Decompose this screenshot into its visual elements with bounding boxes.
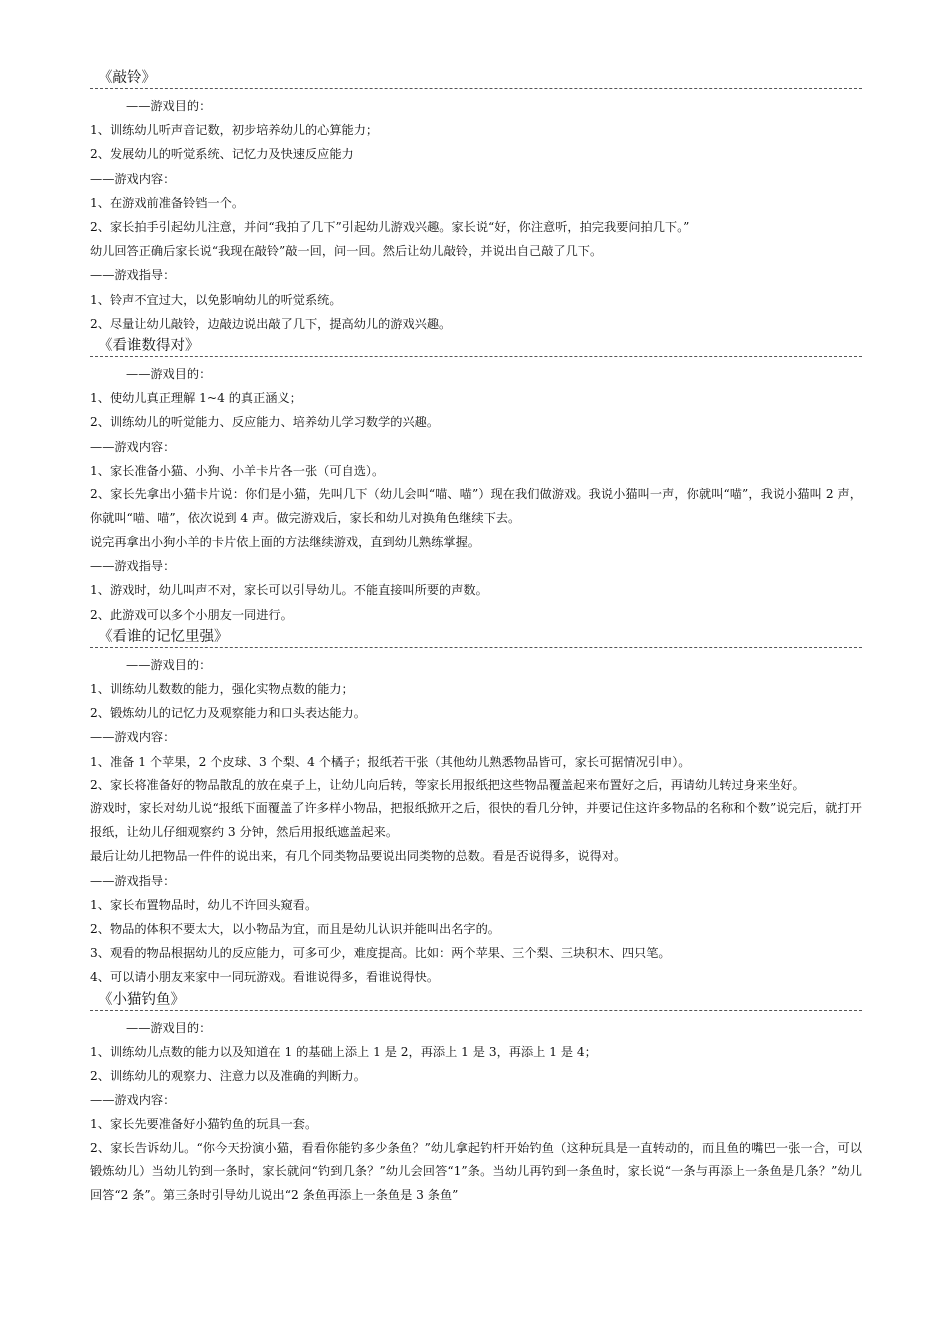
section-divider [90,1010,862,1011]
body-line: 2、发展幼儿的听觉系统、记忆力及快速反应能力 [90,147,354,162]
body-line: 最后让幼儿把物品一件件的说出来，有几个同类物品要说出同类物的总数。看是否说得多，说得对。 [90,849,627,864]
body-line: 3、观看的物品根据幼儿的反应能力，可多可少，难度提高。比如：两个苹果、三个梨、三块积木、四只笔。 [90,946,671,961]
body-line: 说完再拿出小狗小羊的卡片依上面的方法继续游戏，直到幼儿熟练掌握。 [90,535,480,550]
body-line: 1、游戏时，幼儿叫声不对，家长可以引导幼儿。不能直接叫所要的声数。 [90,583,488,598]
body-line: 2、此游戏可以多个小朋友一同进行。 [90,607,293,622]
subheading-content: ——游戏内容： [90,1093,176,1108]
subheading-guidance: ——游戏指导： [90,873,176,888]
body-line: 2、训练幼儿的听觉能力、反应能力、培养幼儿学习数学的兴趣。 [90,415,440,430]
body-line: 1、训练幼儿数数的能力，强化实物点数的能力； [90,682,354,697]
body-line: 4、可以请小朋友来家中一同玩游戏。看谁说得多，看谁说得快。 [90,970,440,985]
subheading-goal: ——游戏目的： [126,1020,212,1035]
section-divider [90,356,862,357]
body-line: 1、准备 1 个苹果，2 个皮球、3 个梨、4 个橘子；报纸若干张（其他幼儿熟悉物品皆可，家长可据情况引申）。 [90,754,691,769]
subheading-content: ——游戏内容： [90,171,176,186]
body-line: 1、铃声不宜过大，以免影响幼儿的听觉系统。 [90,292,342,307]
subheading-goal: ——游戏目的： [126,99,212,113]
section-title: 《小猫钓鱼》 [98,991,185,1008]
subheading-content: ——游戏内容： [90,730,176,745]
body-paragraph: 2、家长告诉幼儿。“你今天扮演小猫，看看你能钓多少条鱼？”幼儿拿起钓杆开始钓鱼（这种玩具是一直转动的，而且鱼的嘴巴一张一合，可以锻炼幼儿）当幼儿钓到一条时，家长就问“钓到几条？”幼儿会回答“1”条。当幼儿再钓到一条鱼时，家长说“一条与再添上一条鱼是几条？”幼儿回答“2 条”。第三条时引导幼儿说出“2 条鱼再添上一条鱼是 3 条鱼” [90,1140,862,1202]
section-divider [90,88,862,89]
body-line: 1、家长准备小猫、小狗、小羊卡片各一张（可自选）。 [90,463,385,478]
game-section-kanshui-shudedui [90,336,862,627]
body-line: 1、家长布置物品时，幼儿不许回头窥看。 [90,897,318,912]
section-divider [90,647,862,648]
subheading-content: ——游戏内容： [90,439,176,454]
body-line: 1、训练幼儿听声音记数，初步培养幼儿的心算能力； [90,123,379,138]
body-line: 1、在游戏前准备铃铛一个。 [90,195,245,210]
body-line: 2、锻炼幼儿的记忆力及观察能力和口头表达能力。 [90,706,366,721]
body-line: 1、训练幼儿点数的能力以及知道在 1 的基础上添上 1 是 2，再添上 1 是 3，再添上 1 是 4； [90,1044,597,1059]
body-line: 2、训练幼儿的观察力、注意力以及准确的判断力。 [90,1069,366,1083]
body-line: 1、使幼儿真正理解 1~4 的真正涵义； [90,391,302,406]
body-line: 2、物品的体积不要太大，以小物品为宜，而且是幼儿认识并能叫出名字的。 [90,921,500,936]
body-line: 1、家长先要准备好小猫钓鱼的玩具一套。 [90,1117,318,1132]
section-title: 《看谁的记忆里强》 [98,628,229,645]
game-section-jiyili [90,627,862,990]
subheading-guidance: ——游戏指导： [90,268,176,283]
subheading-guidance: ——游戏指导： [90,559,176,574]
body-paragraph: 2、家长将准备好的物品散乱的放在桌子上，让幼儿向后转，等家长用报纸把这些物品覆盖起来布置好之后，再请幼儿转过身来坐好。 [90,777,805,792]
body-line: 2、家长拍手引起幼儿注意，并问“我拍了几下”引起幼儿游戏兴趣。家长说“好，你注意听，拍完我要问拍几下。” [90,220,690,235]
body-line: 2、尽量让幼儿敲铃，边敲边说出敲了几下，提高幼儿的游戏兴趣。 [90,316,452,331]
subheading-goal: ——游戏目的： [126,367,212,382]
document-page [90,68,862,1207]
section-title: 《看谁数得对》 [98,338,200,355]
game-section-qiaoling [90,68,862,336]
body-line: 幼儿回答正确后家长说“我现在敲铃”敲一回，问一回。然后让幼儿敲铃，并说出自己敲了几下。 [90,244,603,259]
subheading-goal: ——游戏目的： [126,657,212,672]
body-paragraph: 游戏时，家长对幼儿说“报纸下面覆盖了许多样小物品，把报纸掀开之后，很快的看几分钟，并要记住这许多物品的名称和个数”说完后，就打开报纸，让幼儿仔细观察约 3 分钟，然后用报纸遮盖起来。 [90,801,862,839]
game-section-xiaomao-diaoyu [90,990,862,1208]
section-title: 《敲铃》 [98,70,156,86]
body-paragraph: 2、家长先拿出小猫卡片说：你们是小猫，先叫几下（幼儿会叫“喵、喵”）现在我们做游戏。我说小猫叫一声，你就叫“喵”，我说小猫叫 2 声，你就叫“喵、喵”，依次说到 4 声。做完游戏后，家长和幼儿对换角色继续下去。 [90,487,862,525]
